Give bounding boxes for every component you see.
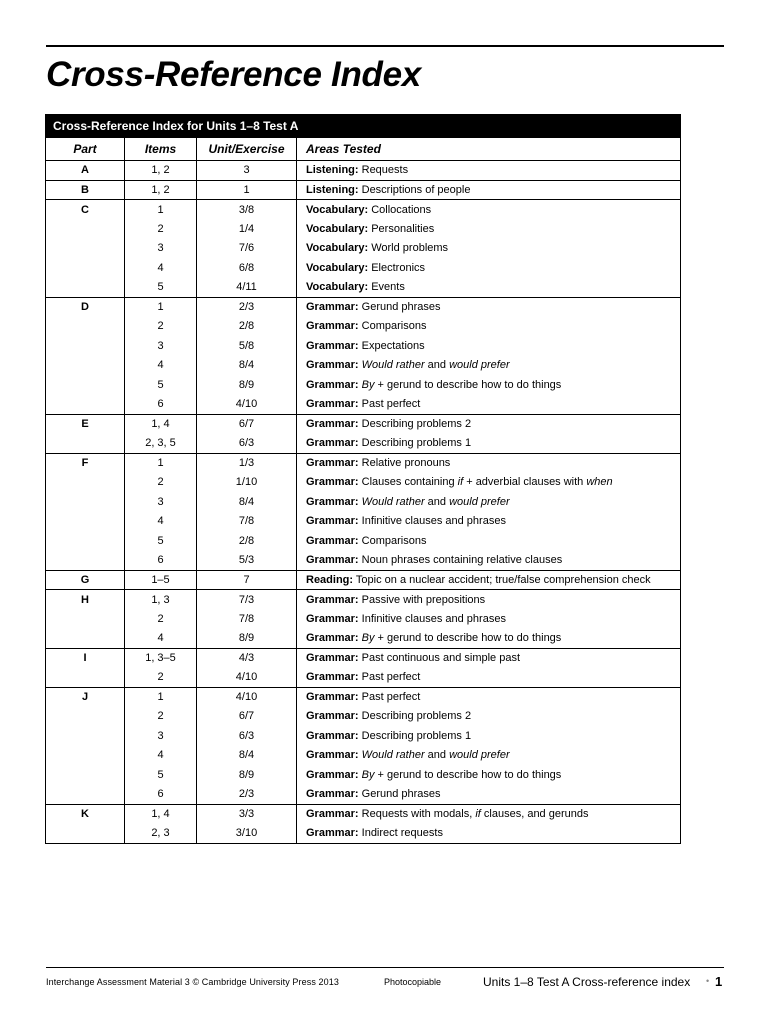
- areas-tested-cell: [297, 746, 681, 766]
- items-cell: 2: [125, 609, 197, 629]
- table-row: [46, 609, 681, 629]
- part-cell: [46, 492, 125, 512]
- part-group-j: [46, 687, 681, 804]
- items-cell: 1, 3: [125, 590, 197, 610]
- table-row: [46, 707, 681, 727]
- part-group-f: [46, 453, 681, 570]
- table-caption-row: [46, 115, 681, 138]
- area-description: Describing problems 2: [361, 710, 472, 723]
- areas-tested-cell: [297, 356, 681, 376]
- unit-exercise-cell: 7/3: [197, 590, 297, 610]
- part-cell: [46, 629, 125, 649]
- page-title: Cross-Reference Index: [46, 55, 421, 94]
- part-cell: [46, 765, 125, 785]
- area-description: Gerund phrases: [361, 788, 441, 800]
- area-category: Grammar:: [306, 495, 359, 508]
- areas-tested-cell: [297, 804, 681, 824]
- part-cell: [46, 219, 125, 239]
- area-category: Grammar:: [306, 808, 359, 820]
- items-cell: 2: [125, 668, 197, 688]
- table-row: [46, 200, 681, 220]
- part-cell: [46, 239, 125, 259]
- unit-exercise-cell: 6/3: [197, 434, 297, 454]
- table-row: [46, 219, 681, 239]
- unit-exercise-cell: 8/4: [197, 746, 297, 766]
- items-cell: 1, 2: [125, 161, 197, 181]
- table-row: [46, 161, 681, 181]
- items-cell: 3: [125, 239, 197, 259]
- table-header-row: [46, 138, 681, 161]
- items-cell: 1–5: [125, 570, 197, 590]
- unit-exercise-cell: 7: [197, 570, 297, 590]
- cross-reference-table: [45, 114, 681, 844]
- unit-exercise-cell: 5/8: [197, 336, 297, 356]
- unit-exercise-cell: 5/3: [197, 551, 297, 571]
- area-category: Grammar:: [306, 652, 359, 664]
- area-category: Grammar:: [306, 827, 359, 839]
- unit-exercise-cell: 2/8: [197, 317, 297, 337]
- area-category: Grammar:: [306, 671, 359, 683]
- table-row: [46, 473, 681, 493]
- part-group-i: [46, 648, 681, 687]
- area-description: By + gerund to describe how to do things: [361, 378, 562, 391]
- part-cell: [46, 278, 125, 298]
- area-description: Requests with modals, if clauses, and gerunds: [361, 808, 589, 820]
- part-cell: [46, 356, 125, 376]
- items-cell: 4: [125, 746, 197, 766]
- area-category: Grammar:: [306, 378, 359, 391]
- area-category: Grammar:: [306, 593, 359, 606]
- areas-tested-cell: [297, 453, 681, 473]
- unit-exercise-cell: 8/4: [197, 356, 297, 376]
- part-group-c: [46, 200, 681, 298]
- area-description: Infinitive clauses and phrases: [361, 515, 506, 528]
- area-category: Grammar:: [306, 437, 359, 449]
- part-cell: [46, 726, 125, 746]
- items-cell: 5: [125, 375, 197, 395]
- unit-exercise-cell: 1/10: [197, 473, 297, 493]
- items-cell: 2, 3: [125, 824, 197, 844]
- areas-tested-cell: [297, 180, 681, 200]
- items-cell: 2: [125, 317, 197, 337]
- unit-exercise-cell: 3/8: [197, 200, 297, 220]
- items-cell: 4: [125, 629, 197, 649]
- areas-tested-cell: [297, 239, 681, 259]
- area-description: Indirect requests: [361, 827, 443, 839]
- areas-tested-cell: [297, 765, 681, 785]
- footer-rule: [46, 967, 724, 968]
- areas-tested-cell: [297, 278, 681, 298]
- area-description: Infinitive clauses and phrases: [361, 612, 506, 625]
- table-row: [46, 356, 681, 376]
- part-group-b: [46, 180, 681, 200]
- unit-exercise-cell: 4/10: [197, 395, 297, 415]
- areas-tested-cell: [297, 317, 681, 337]
- table-row: [46, 453, 681, 473]
- unit-exercise-cell: 6/7: [197, 414, 297, 434]
- area-description: Expectations: [361, 339, 425, 352]
- table-row: [46, 668, 681, 688]
- area-description: Electronics: [371, 261, 426, 274]
- table-row: [46, 278, 681, 298]
- areas-tested-cell: [297, 473, 681, 493]
- items-cell: 4: [125, 258, 197, 278]
- area-category: Grammar:: [306, 320, 359, 333]
- table-row: [46, 804, 681, 824]
- table-row: [46, 551, 681, 571]
- part-cell: [46, 785, 125, 805]
- table-row: [46, 375, 681, 395]
- table-row: [46, 180, 681, 200]
- area-category: Listening:: [306, 183, 359, 196]
- areas-tested-cell: [297, 492, 681, 512]
- items-cell: 4: [125, 512, 197, 532]
- part-cell: [46, 512, 125, 532]
- areas-tested-cell: [297, 648, 681, 668]
- part-cell: B: [46, 180, 125, 200]
- unit-exercise-cell: 3/10: [197, 824, 297, 844]
- area-category: Grammar:: [306, 359, 359, 372]
- areas-tested-cell: [297, 609, 681, 629]
- part-cell: [46, 317, 125, 337]
- areas-tested-cell: [297, 531, 681, 551]
- unit-exercise-cell: 4/10: [197, 687, 297, 707]
- area-category: Grammar:: [306, 691, 359, 703]
- table-row: [46, 317, 681, 337]
- unit-exercise-cell: 1/4: [197, 219, 297, 239]
- area-category: Grammar:: [306, 457, 359, 469]
- area-category: Vocabulary:: [306, 242, 369, 255]
- area-description: Collocations: [371, 203, 432, 216]
- part-cell: [46, 824, 125, 844]
- table-row: [46, 395, 681, 415]
- area-category: Vocabulary:: [306, 281, 369, 293]
- table-row: [46, 746, 681, 766]
- unit-exercise-cell: 4/11: [197, 278, 297, 298]
- area-category: Grammar:: [306, 515, 359, 528]
- top-rule: [46, 45, 724, 47]
- part-cell: [46, 707, 125, 727]
- part-group-e: [46, 414, 681, 453]
- part-cell: I: [46, 648, 125, 668]
- header-items: Items: [125, 138, 197, 161]
- areas-tested-cell: [297, 551, 681, 571]
- unit-exercise-cell: 1/3: [197, 453, 297, 473]
- unit-exercise-cell: 3/3: [197, 804, 297, 824]
- area-description: Describing problems 1: [361, 729, 472, 742]
- area-description: Past perfect: [361, 398, 421, 410]
- area-category: Grammar:: [306, 418, 359, 430]
- table-row: [46, 258, 681, 278]
- unit-exercise-cell: 4/10: [197, 668, 297, 688]
- items-cell: 2, 3, 5: [125, 434, 197, 454]
- unit-exercise-cell: 8/9: [197, 629, 297, 649]
- areas-tested-cell: [297, 200, 681, 220]
- items-cell: 2: [125, 219, 197, 239]
- areas-tested-cell: [297, 434, 681, 454]
- area-category: Grammar:: [306, 554, 359, 566]
- area-category: Listening:: [306, 164, 359, 177]
- areas-tested-cell: [297, 219, 681, 239]
- footer-section: Units 1–8 Test A Cross-reference index: [483, 975, 691, 989]
- area-category: Vocabulary:: [306, 203, 369, 216]
- area-description: Comparisons: [361, 320, 427, 333]
- area-category: Vocabulary:: [306, 261, 369, 274]
- items-cell: 1: [125, 200, 197, 220]
- table-row: [46, 434, 681, 454]
- unit-exercise-cell: 3: [197, 161, 297, 181]
- area-category: Grammar:: [306, 476, 359, 489]
- areas-tested-cell: [297, 629, 681, 649]
- areas-tested-cell: [297, 707, 681, 727]
- items-cell: 3: [125, 726, 197, 746]
- area-description: Would rather and would prefer: [361, 359, 510, 372]
- table-row: [46, 687, 681, 707]
- unit-exercise-cell: 6/8: [197, 258, 297, 278]
- areas-tested-cell: [297, 512, 681, 532]
- items-cell: 6: [125, 785, 197, 805]
- footer-bullet: •: [706, 976, 710, 986]
- header-areas-tested: Areas Tested: [297, 138, 681, 161]
- unit-exercise-cell: 2/8: [197, 531, 297, 551]
- part-group-k: [46, 804, 681, 843]
- part-cell: [46, 336, 125, 356]
- area-description: Events: [371, 281, 405, 293]
- areas-tested-cell: [297, 726, 681, 746]
- items-cell: 1, 3–5: [125, 648, 197, 668]
- area-description: Noun phrases containing relative clauses: [361, 554, 563, 566]
- table-row: [46, 414, 681, 434]
- areas-tested-cell: [297, 824, 681, 844]
- area-category: Grammar:: [306, 768, 359, 781]
- area-description: Comparisons: [361, 534, 427, 547]
- items-cell: 5: [125, 531, 197, 551]
- table-row: [46, 648, 681, 668]
- part-group-h: [46, 590, 681, 649]
- area-description: Describing problems 1: [361, 437, 472, 449]
- unit-exercise-cell: 2/3: [197, 297, 297, 317]
- part-cell: [46, 551, 125, 571]
- area-description: Would rather and would prefer: [361, 749, 510, 762]
- items-cell: 5: [125, 765, 197, 785]
- unit-exercise-cell: 7/8: [197, 512, 297, 532]
- part-cell: D: [46, 297, 125, 317]
- area-category: Grammar:: [306, 749, 359, 762]
- unit-exercise-cell: 1: [197, 180, 297, 200]
- table-row: [46, 785, 681, 805]
- table-row: [46, 765, 681, 785]
- items-cell: 4: [125, 356, 197, 376]
- area-description: Personalities: [371, 222, 435, 235]
- unit-exercise-cell: 8/9: [197, 375, 297, 395]
- area-description: Requests: [361, 164, 409, 177]
- area-description: Past continuous and simple past: [361, 652, 521, 664]
- area-description: World problems: [371, 242, 449, 255]
- table-row: [46, 531, 681, 551]
- page-number: 1: [715, 974, 723, 989]
- unit-exercise-cell: 6/3: [197, 726, 297, 746]
- area-category: Grammar:: [306, 729, 359, 742]
- items-cell: 2: [125, 473, 197, 493]
- areas-tested-cell: [297, 395, 681, 415]
- table-row: [46, 629, 681, 649]
- table-row: [46, 726, 681, 746]
- part-cell: [46, 395, 125, 415]
- header-part: Part: [46, 138, 125, 161]
- table-row: [46, 824, 681, 844]
- areas-tested-cell: [297, 161, 681, 181]
- area-description: By + gerund to describe how to do things: [361, 768, 562, 781]
- area-category: Grammar:: [306, 534, 359, 547]
- unit-exercise-cell: 7/6: [197, 239, 297, 259]
- unit-exercise-cell: 8/9: [197, 765, 297, 785]
- part-cell: [46, 375, 125, 395]
- areas-tested-cell: [297, 414, 681, 434]
- items-cell: 1: [125, 297, 197, 317]
- part-group-d: [46, 297, 681, 414]
- area-category: Grammar:: [306, 398, 359, 410]
- areas-tested-cell: [297, 336, 681, 356]
- part-cell: E: [46, 414, 125, 434]
- items-cell: 6: [125, 551, 197, 571]
- area-category: Grammar:: [306, 301, 359, 313]
- area-description: By + gerund to describe how to do things: [361, 632, 562, 644]
- part-group-g: [46, 570, 681, 590]
- footer-photocopiable: Photocopiable: [384, 977, 442, 987]
- area-description: Would rather and would prefer: [361, 495, 510, 508]
- part-cell: J: [46, 687, 125, 707]
- table-row: [46, 492, 681, 512]
- area-description: Past perfect: [361, 671, 421, 683]
- area-description: Past perfect: [361, 691, 421, 703]
- part-cell: A: [46, 161, 125, 181]
- area-description: Relative pronouns: [361, 457, 451, 469]
- area-description: Descriptions of people: [361, 183, 471, 196]
- part-cell: H: [46, 590, 125, 610]
- items-cell: 3: [125, 336, 197, 356]
- table-row: [46, 512, 681, 532]
- part-cell: K: [46, 804, 125, 824]
- items-cell: 2: [125, 707, 197, 727]
- table-caption: Cross-Reference Index for Units 1–8 Test A: [46, 115, 681, 138]
- unit-exercise-cell: 8/4: [197, 492, 297, 512]
- part-cell: [46, 258, 125, 278]
- area-category: Grammar:: [306, 710, 359, 723]
- part-cell: [46, 473, 125, 493]
- area-category: Vocabulary:: [306, 222, 369, 235]
- part-cell: [46, 746, 125, 766]
- part-cell: G: [46, 570, 125, 590]
- area-category: Grammar:: [306, 788, 359, 800]
- items-cell: 5: [125, 278, 197, 298]
- part-cell: [46, 609, 125, 629]
- areas-tested-cell: [297, 785, 681, 805]
- area-description: Describing problems 2: [361, 418, 472, 430]
- unit-exercise-cell: 7/8: [197, 609, 297, 629]
- areas-tested-cell: [297, 590, 681, 610]
- area-category: Grammar:: [306, 612, 359, 625]
- table-row: [46, 297, 681, 317]
- table-row: [46, 590, 681, 610]
- areas-tested-cell: [297, 687, 681, 707]
- area-description: Clauses containing if + adverbial clauses with when: [361, 476, 613, 489]
- items-cell: 3: [125, 492, 197, 512]
- part-cell: F: [46, 453, 125, 473]
- items-cell: 1, 2: [125, 180, 197, 200]
- part-cell: [46, 434, 125, 454]
- table-row: [46, 239, 681, 259]
- areas-tested-cell: [297, 258, 681, 278]
- items-cell: 1, 4: [125, 414, 197, 434]
- table-row: [46, 570, 681, 590]
- items-cell: 6: [125, 395, 197, 415]
- unit-exercise-cell: 2/3: [197, 785, 297, 805]
- items-cell: 1: [125, 687, 197, 707]
- area-category: Grammar:: [306, 632, 359, 644]
- items-cell: 1: [125, 453, 197, 473]
- area-category: Reading:: [306, 573, 354, 586]
- part-cell: C: [46, 200, 125, 220]
- area-description: Passive with prepositions: [361, 593, 486, 606]
- items-cell: 1, 4: [125, 804, 197, 824]
- unit-exercise-cell: 6/7: [197, 707, 297, 727]
- header-unit-exercise: Unit/Exercise: [197, 138, 297, 161]
- areas-tested-cell: [297, 375, 681, 395]
- part-cell: [46, 531, 125, 551]
- table-row: [46, 336, 681, 356]
- area-description: Topic on a nuclear accident; true/false comprehension check: [355, 573, 651, 586]
- area-description: Gerund phrases: [361, 301, 441, 313]
- footer-publisher: Interchange Assessment Material 3 © Cambridge University Press 2013: [46, 977, 339, 987]
- part-cell: [46, 668, 125, 688]
- unit-exercise-cell: 4/3: [197, 648, 297, 668]
- part-group-a: [46, 161, 681, 181]
- areas-tested-cell: [297, 668, 681, 688]
- areas-tested-cell: [297, 297, 681, 317]
- area-category: Grammar:: [306, 339, 359, 352]
- areas-tested-cell: [297, 570, 681, 590]
